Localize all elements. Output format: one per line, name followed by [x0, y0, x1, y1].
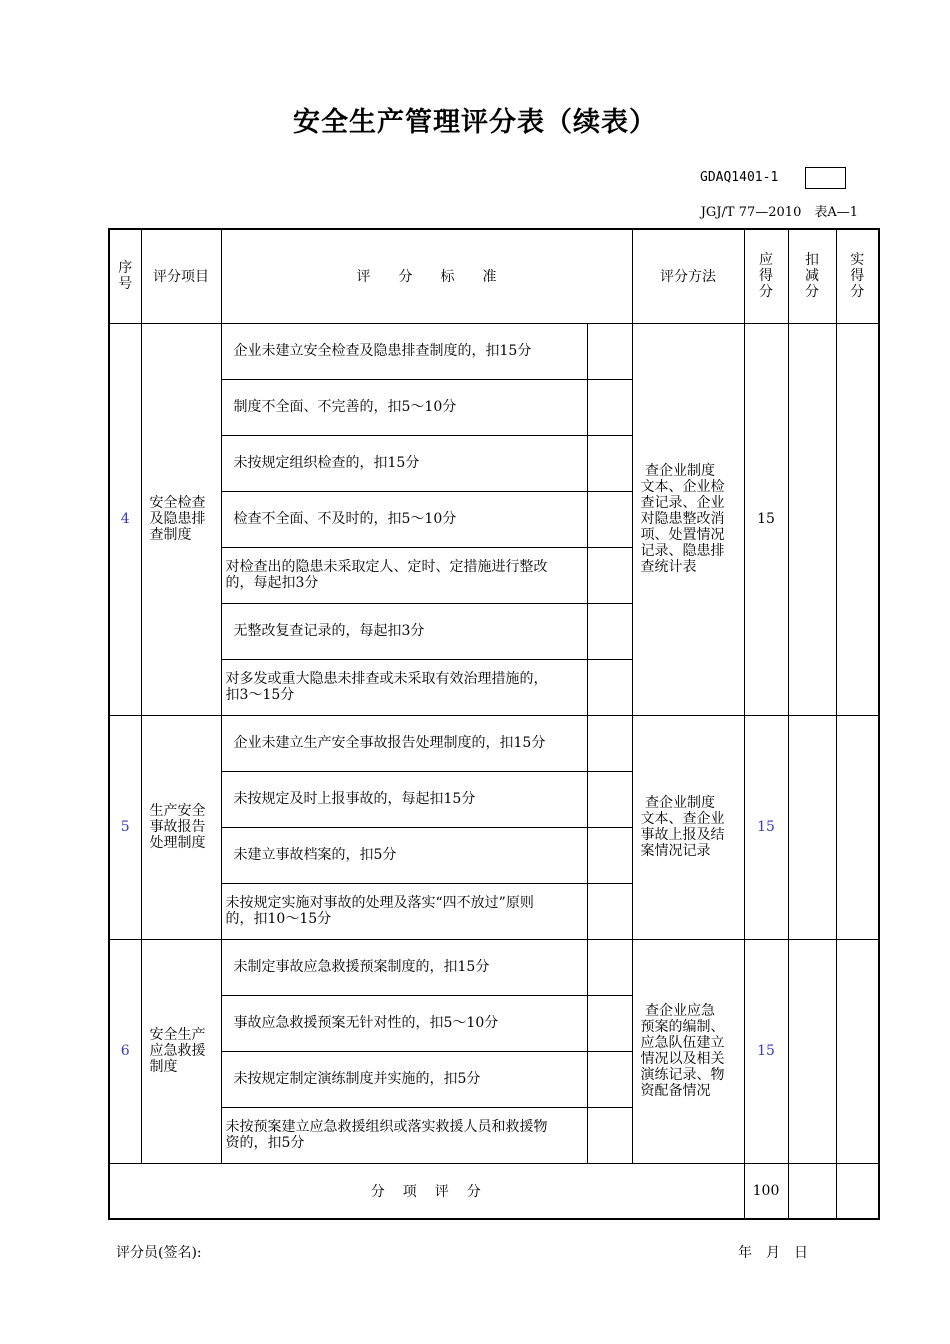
section-method: 查企业制度 文本、企业检 查记录、企业 对隐患整改消 项、处置情况 记录、隐患排 查统计表 — [632, 323, 744, 715]
criteria-deduct-cell[interactable] — [587, 883, 632, 939]
criteria-row — [109, 715, 879, 771]
criteria-deduct-cell[interactable] — [587, 379, 632, 435]
criteria-deduct-cell[interactable] — [587, 1051, 632, 1107]
criteria-deduct-cell[interactable] — [587, 1107, 632, 1163]
header-criteria: 评 分 标 准 — [221, 229, 632, 323]
criteria-text: 对检查出的隐患未采取定人、定时、定措施进行整改 的，每起扣3分 — [221, 547, 587, 603]
criteria-deduct-cell[interactable] — [587, 827, 632, 883]
criteria-deduct-cell[interactable] — [587, 491, 632, 547]
criteria-text: 未按预案建立应急救援组织或落实救援人员和救援物 资的，扣5分 — [221, 1107, 587, 1163]
criteria-deduct-cell[interactable] — [587, 659, 632, 715]
header-actual-score: 实 得 分 — [836, 229, 879, 323]
total-due-score: 100 — [744, 1163, 788, 1219]
criteria-text: 未按规定制定演练制度并实施的，扣5分 — [221, 1051, 587, 1107]
section-seq: 5 — [109, 715, 141, 939]
criteria-text: 对多发或重大隐患未排查或未采取有效治理措施的， 扣3～15分 — [221, 659, 587, 715]
section-due-score: 15 — [744, 715, 788, 939]
total-label: 分 项 评 分 — [109, 1163, 744, 1219]
section-deduct-cell[interactable] — [788, 323, 836, 715]
header-due-score: 应 得 分 — [744, 229, 788, 323]
criteria-deduct-cell[interactable] — [587, 603, 632, 659]
header-item: 评分项目 — [141, 229, 221, 323]
section-seq: 4 — [109, 323, 141, 715]
criteria-row — [109, 323, 879, 379]
section-item: 安全检查 及隐患排 查制度 — [141, 323, 221, 715]
criteria-text: 未按规定及时上报事故的，每起扣15分 — [221, 771, 587, 827]
section-method: 查企业应急 预案的编制、 应急队伍建立 情况以及相关 演练记录、物 资配备情况 — [632, 939, 744, 1163]
section-due-score: 15 — [744, 323, 788, 715]
criteria-deduct-cell[interactable] — [587, 995, 632, 1051]
total-row — [109, 1163, 879, 1219]
section-deduct-cell[interactable] — [788, 939, 836, 1163]
criteria-text: 未建立事故档案的，扣5分 — [221, 827, 587, 883]
criteria-deduct-cell[interactable] — [587, 771, 632, 827]
section-seq: 6 — [109, 939, 141, 1163]
signer-label: 评分员(签名): — [116, 1245, 202, 1261]
form-code-box[interactable] — [805, 167, 846, 189]
scoring-table — [108, 228, 880, 1220]
criteria-deduct-cell[interactable] — [587, 939, 632, 995]
section-actual-cell[interactable] — [836, 323, 879, 715]
header-seq: 序 号 — [109, 229, 141, 323]
criteria-deduct-cell[interactable] — [587, 435, 632, 491]
date-label: 年 月 日 — [738, 1245, 808, 1261]
total-actual-cell[interactable] — [836, 1163, 879, 1219]
form-code: GDAQ1401-1 — [700, 170, 779, 185]
section-actual-cell[interactable] — [836, 715, 879, 939]
criteria-text: 企业未建立生产安全事故报告处理制度的，扣15分 — [221, 715, 587, 771]
section-deduct-cell[interactable] — [788, 715, 836, 939]
criteria-deduct-cell[interactable] — [587, 547, 632, 603]
criteria-text: 未按规定实施对事故的处理及落实“四不放过”原则 的，扣10～15分 — [221, 883, 587, 939]
section-method: 查企业制度 文本、查企业 事故上报及结 案情况记录 — [632, 715, 744, 939]
header-method: 评分方法 — [632, 229, 744, 323]
criteria-text: 未制定事故应急救援预案制度的，扣15分 — [221, 939, 587, 995]
criteria-text: 制度不全面、不完善的，扣5～10分 — [221, 379, 587, 435]
table-header-row — [109, 229, 879, 323]
section-due-score: 15 — [744, 939, 788, 1163]
criteria-text: 企业未建立安全检查及隐患排查制度的，扣15分 — [221, 323, 587, 379]
section-item: 安全生产 应急救援 制度 — [141, 939, 221, 1163]
total-deduct-cell[interactable] — [788, 1163, 836, 1219]
criteria-row — [109, 939, 879, 995]
criteria-text: 无整改复查记录的，每起扣3分 — [221, 603, 587, 659]
criteria-text: 事故应急救援预案无针对性的，扣5～10分 — [221, 995, 587, 1051]
section-actual-cell[interactable] — [836, 939, 879, 1163]
criteria-deduct-cell[interactable] — [587, 715, 632, 771]
criteria-deduct-cell[interactable] — [587, 323, 632, 379]
standard-reference: JGJ/T 77—2010 表A—1 — [700, 205, 858, 220]
page-title: 安全生产管理评分表（续表） — [293, 107, 657, 138]
section-item: 生产安全 事故报告 处理制度 — [141, 715, 221, 939]
criteria-text: 未按规定组织检查的，扣15分 — [221, 435, 587, 491]
header-deduct-score: 扣 减 分 — [788, 229, 836, 323]
criteria-text: 检查不全面、不及时的，扣5～10分 — [221, 491, 587, 547]
